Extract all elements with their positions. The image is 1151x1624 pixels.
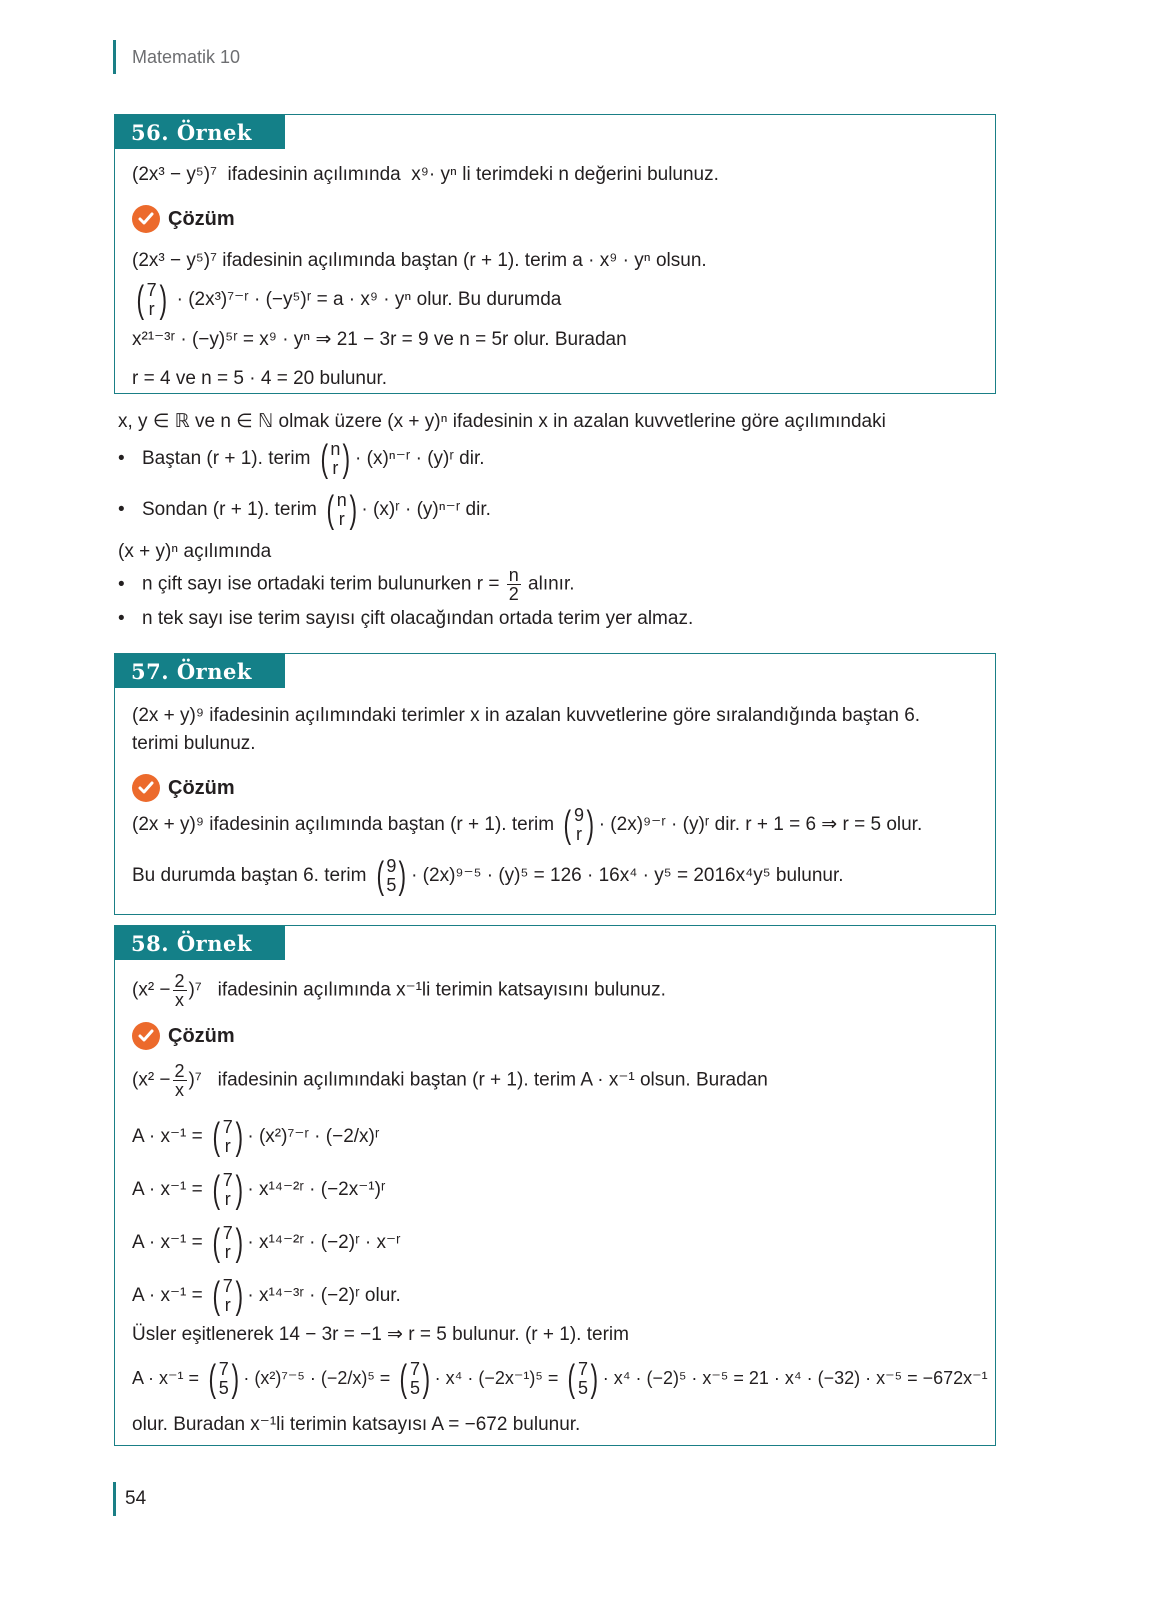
checkmark-icon [132,774,160,802]
example-56-solution-line-2: ( 7 r ) · (2x³)⁷⁻ʳ · (−y⁵)ʳ = a · x⁹ · yⁿ olur. Bu durumda [132,281,561,319]
page-number: 54 [113,1482,146,1516]
example-58-question: (x² − $\frac{2}{x}$ )⁷ ifadesinin açılımında x⁻¹li terimin katsayısını bulunuz. [132,971,666,1010]
example-57-question-line-2: terimi bulunuz. [132,733,256,754]
example-56-solution-line-4: r = 4 ve n = 5 · 4 = 20 bulunur. [132,368,388,389]
info-intro: x, y ∈ ℝ ve n ∈ ℕ olmak üzere (x + y)ⁿ ifadesinin x in azalan kuvvetlerine göre açılımındaki [118,411,886,432]
example-57-solution-line-2: Bu durumda baştan 6. terim ( 9 5 ) · (2x)⁹⁻⁵ · (y)⁵ = 126 · 16x⁴ · y⁵ = 2016x⁴y⁵ bulunur. [132,855,844,897]
example-57-solution-line-1: (2x + y)⁹ ifadesinin açılımında baştan (r + 1). terim ( 9 r ) · (2x)⁹⁻ʳ · (y)ʳ dir. r + 1 = 6 ⇒ r = 5 olur. [132,804,923,846]
info-expansion-label: (x + y)ⁿ açılımında [118,541,272,562]
checkmark-icon [132,1022,160,1050]
info-bullet-2: • Sondan (r + 1). terim ( n r ) · (x)ʳ · (y)ⁿ⁻ʳ dir. [118,489,491,531]
checkmark-icon [132,205,160,233]
example-58-final-line: A · x⁻¹ = ( 7 5 ) · (x²)⁷⁻⁵ · (−2/x)⁵ = ( 7 5 ) · x⁴ · (−2x⁻¹)⁵ = ( 7 5 ) · x⁴ · (−2)⁵ · x⁻⁵ = 21 · x⁴ · (−32) · x⁻⁵ = −672x⁻¹ [132,1358,988,1400]
solution-heading: Çözüm [132,205,235,233]
example-56-solution-line-1: (2x³ − y⁵)⁷ ifadesinin açılımında baştan (r + 1). terim a · x⁹ · yⁿ olsun. [132,250,707,271]
example-57-title: 57. Örnek [115,654,285,688]
example-58-exponent-line: Üsler eşitlenerek 14 − 3r = −1 ⇒ r = 5 bulunur. (r + 1). terim [132,1324,629,1345]
binomial-coefficient: ( 7 r ) [136,279,167,321]
example-58-solution-line-1: (x² − $\frac{2}{x}$ )⁷ ifadesinin açılımındaki baştan (r + 1). terim A · x⁻¹ olsun. Buradan [132,1061,768,1100]
example-58-title: 58. Örnek [115,926,285,960]
example-56-solution-line-3: x²¹⁻³ʳ · (−y)⁵ʳ = x⁹ · yⁿ ⇒ 21 − 3r = 9 ve n = 5r olur. Buradan [132,329,627,350]
example-58-step-3: A · x⁻¹ = ( 7 r ) · x¹⁴⁻²ʳ · (−2)ʳ · x⁻ʳ [132,1222,401,1264]
solution-heading: Çözüm [132,774,235,802]
solution-heading: Çözüm [132,1022,235,1050]
example-58-step-1: A · x⁻¹ = ( 7 r ) · (x²)⁷⁻ʳ · (−2/x)ʳ [132,1116,380,1158]
example-57-question-line-1: (2x + y)⁹ ifadesinin açılımındaki terimler x in azalan kuvvetlerine göre sıralandığında baştan 6. [132,705,921,726]
example-58-box [114,925,996,1446]
example-56-box [114,114,996,394]
info-bullet-1: • Baştan (r + 1). terim ( n r ) · (x)ⁿ⁻ʳ · (y)ʳ dir. [118,438,485,480]
info-bullet-4: • n tek sayı ise terim sayısı çift olacağından ortada terim yer almaz. [118,608,694,629]
example-57-box [114,653,996,915]
example-56-question: (2x³ − y⁵)⁷ ifadesinin açılımında x⁹· yⁿ li terimdeki n değerini bulunuz. [132,164,719,185]
info-bullet-3: • n çift sayı ise ortadaki terim bulunurken r = $\frac{n}{2}$ alınır. [118,565,575,604]
example-58-conclusion: olur. Buradan x⁻¹li terimin katsayısı A = −672 bulunur. [132,1414,581,1435]
example-58-step-2: A · x⁻¹ = ( 7 r ) · x¹⁴⁻²ʳ · (−2x⁻¹)ʳ [132,1169,386,1211]
example-58-step-4: A · x⁻¹ = ( 7 r ) · x¹⁴⁻³ʳ · (−2)ʳ olur. [132,1275,401,1317]
running-header: Matematik 10 [113,40,240,74]
example-56-title: 56. Örnek [115,115,285,149]
